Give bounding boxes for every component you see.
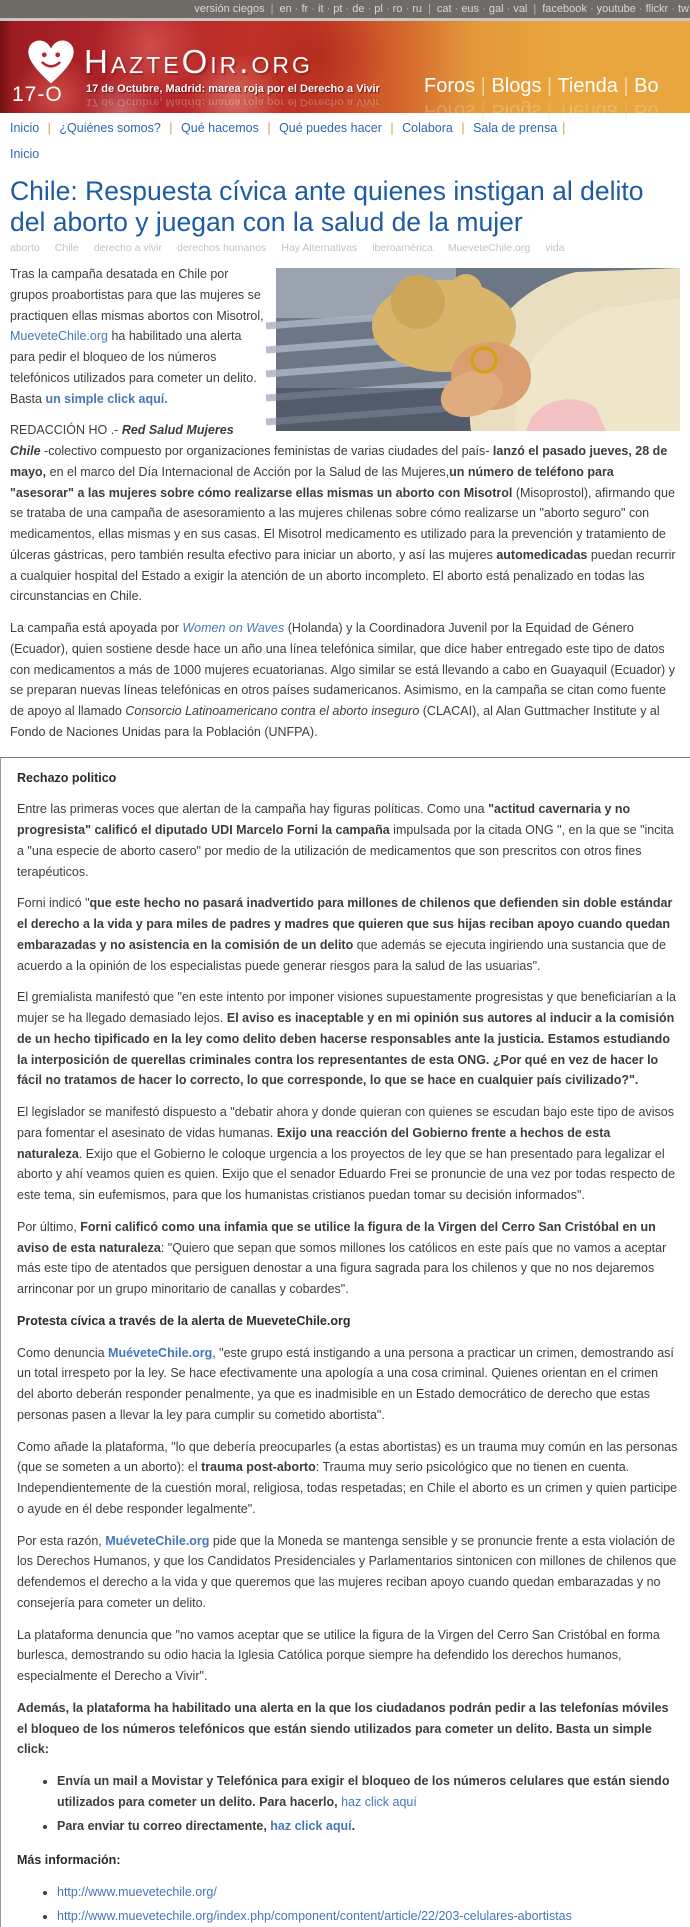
separator: ·	[479, 3, 489, 15]
tag-link[interactable]: derecho a vivir	[93, 242, 162, 254]
header-menu-link[interactable]: Bo	[634, 75, 659, 97]
separator: |	[541, 100, 558, 122]
header-menu-link[interactable]: Tienda	[557, 75, 618, 97]
text-run: que este hecho no pasará inadvertido para millones de chilenos que defienden sin doble estándar el derecho a la vida y para miles de padres y madres que quieren que sus hijas reciban apoyo cuando quedan embarazadas y no asistencia en la comisión de un delito	[17, 896, 673, 952]
topbar-language-link[interactable]: en	[279, 3, 292, 15]
topbar-language-link[interactable]: pt	[333, 3, 343, 15]
separator: |	[533, 3, 537, 15]
text-run: un número de teléfono para "asesorar" a las mujeres sobre cómo realizarse ellas mismas un aborto con Misotrol	[10, 464, 614, 500]
tag-link[interactable]: iberoamérica	[372, 242, 433, 254]
topbar-language-link[interactable]: ru	[412, 3, 422, 15]
topbar-social-link[interactable]: facebook	[542, 3, 587, 15]
header-menu-link-reflection: Blogs	[491, 100, 542, 122]
text-run: , "este grupo está instigando a una persona a practicar un crimen, demostrando así un total irrespeto por la ley. Se hace efectivamente una apología a una cosa criminal. Quienes orientan en el crimen del aborto deberán responder penalmente, ya que es inadmisible en un Estado democrático de derecho que estas personas pasen a llevar la ley para cumplir su cometido abortista".	[17, 1345, 674, 1422]
main-nav-link[interactable]: Qué hacemos	[181, 121, 259, 135]
text-run: automedicadas	[496, 547, 588, 562]
article-paragraph	[17, 1531, 678, 1614]
article-paragraph	[10, 618, 680, 743]
topbar-regional-link[interactable]: cat	[436, 3, 452, 15]
header-menu	[424, 75, 659, 98]
text-run: Red Salud Mujeres Chile	[10, 423, 234, 458]
article-body	[0, 264, 690, 743]
text-run: Protesta cívica a través de la alerta de MueveteChile.org	[17, 1313, 351, 1328]
topbar-social-link[interactable]: tw	[678, 3, 689, 15]
page-title: Chile: Respuesta cívica ante quienes instigan al delito del aborto y juegan con la salud de la mujer	[10, 176, 644, 237]
list-item	[57, 1882, 678, 1903]
separator: ·	[635, 3, 646, 15]
separator: |	[457, 121, 469, 135]
topbar-regional-link[interactable]: gal	[488, 3, 504, 15]
text-run: Para enviar tu correo directamente,	[57, 1818, 271, 1833]
separator: |	[541, 75, 558, 97]
main-nav-link[interactable]: Inicio	[10, 121, 40, 135]
text-run: Por esta razón,	[17, 1533, 106, 1548]
article-paragraph	[17, 1343, 678, 1426]
topbar-social-link[interactable]: youtube	[596, 3, 636, 15]
text-run: El legislador se manifestó dispuesto a "debatir ahora y donde quieran con quienes se escudan bajo este tipo de avisos para fomentar el asesinato de vidas humanas.	[17, 1105, 674, 1140]
article-boxed-section	[0, 757, 690, 1927]
topbar-language-links	[279, 3, 422, 15]
badge-17o: 17-O	[12, 83, 63, 106]
separator: |	[427, 3, 431, 15]
text-run: El gremialista manifestó que "en este intento por imponer visiones supuestamente progresistas y que beneficiarían a la mujer se ha llegado demasiado lejos.	[17, 990, 676, 1025]
header-menu-link-reflection: Bo	[634, 100, 659, 122]
list-item	[57, 1771, 678, 1813]
separator: ·	[586, 3, 597, 15]
topbar-language-link[interactable]: pl	[374, 3, 383, 15]
text-run: Tras la campaña desatada en Chile por grupos proabortistas para que las mujeres se practiquen ellas mismas abortos con Misotrol,	[10, 267, 264, 323]
inline-link[interactable]: un simple click aquí.	[45, 391, 168, 406]
topbar-regional-link[interactable]: val	[513, 3, 528, 15]
separator: |	[263, 121, 275, 135]
text-run: -colectivo compuesto por organizaciones feministas de varias ciudades del país-	[40, 444, 493, 458]
text-run: Como denuncia	[17, 1345, 109, 1360]
bullet-list	[17, 1882, 678, 1927]
inline-link[interactable]: http://www.muevetechile.org/index.php/component/content/article/22/203-celulares-abortistas	[57, 1908, 572, 1923]
text-run: Consorcio Latinoamericano contra el aborto inseguro	[125, 704, 420, 718]
separator: ·	[451, 3, 462, 15]
tag-link[interactable]: derechos humanos	[177, 242, 267, 254]
text-run: Entre las primeras voces que alertan de la campaña hay figuras políticas. Como una	[17, 802, 489, 817]
separator: ·	[402, 3, 413, 15]
separator: |	[386, 121, 398, 135]
tag-link[interactable]: vida	[545, 242, 565, 254]
separator: |	[475, 100, 492, 122]
inline-link[interactable]: http://www.muevetechile.org/	[57, 1885, 217, 1899]
text-run: : Trauma muy serio psicológico que no tienen en cuenta. Independientemente de la cuestión moral, religiosa, todas respetadas; en Chile el aborto es un crimen y quien participe o ayude en él debe responder legalmente".	[17, 1460, 678, 1516]
text-run: Como añade la plataforma, "lo que debería preocuparles (a estas abortistas) es un trauma muy común en las personas (que se someten a un aborto): el	[17, 1439, 678, 1475]
text-run: puedan recurrir a cualquier hospital del Estado a exigir la atención de un aborto incompleto. El aborto está penalizado en todas las circunstancias en Chile.	[10, 547, 676, 604]
text-run: en el marco del Día Internacional de Acción por la Salud de las Mujeres,	[46, 464, 450, 479]
separator: |	[617, 100, 635, 122]
topbar-social-link[interactable]: flickr	[645, 3, 669, 15]
text-run: (CLACAI), al Alan Guttmacher Institute y al Fondo de Naciones Unidas para la Población (UNFPA).	[10, 704, 660, 739]
topbar-language-link[interactable]: fr	[301, 3, 309, 15]
heart-smiley-logo-icon	[22, 33, 80, 89]
text-run: Rechazo politico	[17, 770, 117, 785]
main-nav-link[interactable]: Sala de prensa	[473, 121, 558, 135]
text-run: ha habilitado una alerta para pedir el bloqueo de los números telefónicos utilizados para cometer un delito. Basta	[10, 329, 257, 406]
list-item	[57, 1906, 678, 1927]
header-menu-link-reflection: Tienda	[557, 100, 618, 122]
header-menu-link[interactable]: Foros	[424, 75, 476, 97]
tag-link[interactable]: Hay Alternativas	[281, 242, 358, 254]
list-item	[57, 1816, 678, 1837]
article-paragraph	[17, 987, 678, 1091]
text-run: trauma post-aborto	[201, 1460, 316, 1475]
text-run: . Exijo que el Gobierno le coloque urgencia a los proyectos de ley que se han presentado para legalizar el aborto y ahí veamos quien es quien. Exijo que el senador Eduardo Frei se pronuncie de una vez por todas respecto de este tema, sin eufemismos, para que los humanistas cristianos puedan tomar su decisión informados".	[17, 1146, 676, 1202]
separator: ·	[668, 3, 678, 15]
site-logo[interactable]: HazteOir.org	[84, 43, 313, 80]
text-run: (Holanda) y la Coordinadora Juvenil por la Equidad de Género (Ecuador), quien sostiene desde hace un año una línea telefónica similar, que dice haber entregado este tipo de datos con medicamentos a más de 1000 mujeres ecuatorianas. Algo similar se está llevando a cabo en Guayaquil (Ecuador) y se preparan nuevas líneas telefónicas en otros países sudamericanos. Asimismo, en la campaña se citan como fuente de apoyo al llamado	[10, 621, 675, 718]
text-run: Exijo una reacción del Gobierno frente a hechos de esta naturaleza	[17, 1125, 611, 1161]
section-heading	[17, 768, 678, 789]
separator: ·	[364, 3, 375, 15]
inline-link[interactable]: MuéveteChile.org	[108, 1345, 213, 1360]
article-paragraph	[10, 420, 680, 607]
separator: ·	[503, 3, 514, 15]
inline-link[interactable]: MuéveteChile.org	[105, 1533, 210, 1548]
separator: |	[44, 121, 55, 135]
text-run: impulsada por la citada ONG ", en la que se "incita a "una especie de aborto casero" por medio de la utilización de medicamentos que son prescritos con otros fines terapéuticos.	[17, 823, 674, 879]
main-nav-link[interactable]: Colabora	[402, 121, 453, 135]
bullet-list	[17, 1771, 678, 1836]
section-heading	[17, 1850, 678, 1871]
topbar	[0, 0, 690, 21]
topbar-language-link[interactable]: de	[352, 3, 365, 15]
header-menu-reflection	[424, 99, 659, 122]
topbar-language-link[interactable]: it	[318, 3, 324, 15]
topbar-regional-link[interactable]: eus	[461, 3, 480, 15]
article-paragraph	[17, 1698, 678, 1760]
tag-link[interactable]: aborto	[10, 242, 40, 254]
header-menu-link[interactable]: Blogs	[491, 75, 542, 97]
separator: ·	[291, 3, 302, 15]
text-run: Forni calificó como una infamia que se utilice la figura de la Virgen del Cerro San Cristóbal en un aviso de esta naturaleza	[17, 1219, 656, 1255]
tag-link[interactable]: Chile	[54, 242, 79, 254]
text-run: .	[351, 1818, 356, 1833]
topbar-language-link[interactable]: ro	[392, 3, 403, 15]
header-tagline-reflection: 17 de Octubre, Madrid: marea roja por el Derecho a Vivir	[86, 96, 380, 108]
article-photo	[276, 268, 680, 431]
tag-list	[10, 242, 680, 254]
text-run: Forni indicó "	[17, 896, 90, 911]
inline-link[interactable]: Women on Waves	[182, 621, 285, 635]
site-header	[0, 21, 690, 122]
article-paragraph	[17, 1217, 678, 1300]
text-run: El aviso es inaceptable y en mi opinión sus autores al inducir a la comisión de un hecho tipificado en la ley como delito deben hacerse responsables ante la justicia. Estamos estudiando la interposición de querellas criminales contra los representantes de esta ONG. ¿Por qué en vez de hacer lo fácil no tratamos de hacer lo correcto, lo que corresponde, lo que se hace en cualquier país civilizado?".	[17, 1011, 675, 1088]
text-run: : "Quiero que sepan que somos millones los católicos en este país que no vamos a aceptar más este tipo de atentados que persiguen denostar a una figura sagrada para los chilenos y que no nos dejaremos arrinconar por un grupo minoritario de canallas y cobardes".	[17, 1240, 667, 1296]
separator: |	[562, 121, 566, 135]
topbar-regional-links	[437, 3, 528, 15]
text-run: La plataforma denuncia que "no vamos aceptar que se utilice la figura de la Virgen del Cerro San Cristóbal en forma burlesca, demostrando su odio hacia la Iglesia Católica porque siempre ha defendido los derechos humanos, especialmente el Derecho a Vivir".	[17, 1627, 660, 1683]
text-run: que además se ejecuta ingiriendo una sustancia que de acuerdo a la opinión de los especialistas puede generar riesgos para la salud de las usuarias".	[17, 937, 666, 973]
article-paragraph	[17, 893, 678, 976]
main-nav-link[interactable]: ¿Quiénes somos?	[59, 121, 161, 135]
text-run: La campaña está apoyada por	[10, 621, 183, 635]
text-run: Además, la plataforma ha habilitado una alerta en la que los ciudadanos podrán pedir a las telefonías móviles el bloqueo de los números telefónicos que están siendo utilizados para cometer un delito. Basta un simple click:	[17, 1700, 669, 1757]
article-paragraph	[17, 1102, 678, 1206]
text-run: Envía un mail a Movistar y Telefónica para exigir el bloqueo de los números celulares que están siendo utilizados para cometer un delito. Para hacerlo,	[57, 1774, 670, 1809]
separator: ·	[323, 3, 334, 15]
tag-link[interactable]: MueveteChile.org	[447, 242, 531, 254]
text-run: REDACCIÓN HO .-	[10, 423, 122, 438]
header-menu-link-reflection: Foros	[424, 100, 476, 122]
separator: |	[165, 121, 177, 135]
article-paragraph	[17, 1437, 678, 1520]
text-run: lanzó el pasado jueves, 28 de mayo,	[10, 444, 668, 479]
article-paragraph	[17, 799, 678, 882]
main-nav-link[interactable]: Qué puedes hacer	[279, 121, 382, 135]
separator: |	[270, 3, 274, 15]
section-heading	[17, 1311, 678, 1332]
inline-link[interactable]: MueveteChile.org	[10, 329, 108, 344]
text-run: (Misoprostol), afirmando que se trataba de una campaña de asesoramiento a las mujeres chilenas sobre cómo realizarse un "aborto seguro" con medicamentos, ellas mismas y en sus casas. El Misotrol medicamento es utilizado para la prevención y tratamiento de úlceras gástricas, pero también resulta efectivo para iniciar un aborto, y así las mujeres	[10, 485, 675, 562]
inline-link[interactable]: haz click aquí	[270, 1818, 352, 1833]
topbar-social-links	[542, 3, 689, 15]
inline-link[interactable]: haz click aquí	[341, 1794, 417, 1809]
text-run: pide que la Moneda se mantenga sensible y se pronuncie frente a esta violación de los Derechos Humanos, y que los Candidatos Presidenciales y Parlamentarios sintonicen con millones de chilenos que defendemos el derecho a la vida y que queremos que las mujeres reciban apoyo cuando quedan embarazadas y no consejería para cometer un delito.	[17, 1533, 677, 1610]
separator: ·	[342, 3, 353, 15]
separator: |	[475, 75, 492, 97]
text-run: Por último,	[17, 1219, 81, 1234]
separator: ·	[382, 3, 393, 15]
topbar-link-version-ciegos[interactable]: versión ciegos	[194, 3, 265, 15]
main-nav-links	[10, 121, 557, 135]
separator: ·	[308, 3, 319, 15]
separator: |	[617, 75, 635, 97]
header-tagline: 17 de Octubre, Madrid: marea roja por el Derecho a Vivir	[86, 83, 380, 95]
article-paragraph	[17, 1625, 678, 1687]
text-run: Más información:	[17, 1853, 121, 1868]
text-run: "actitud cavernaria y no progresista" calificó el diputado UDI Marcelo Forni la campaña	[17, 802, 631, 837]
breadcrumb[interactable]: Inicio	[10, 147, 40, 161]
